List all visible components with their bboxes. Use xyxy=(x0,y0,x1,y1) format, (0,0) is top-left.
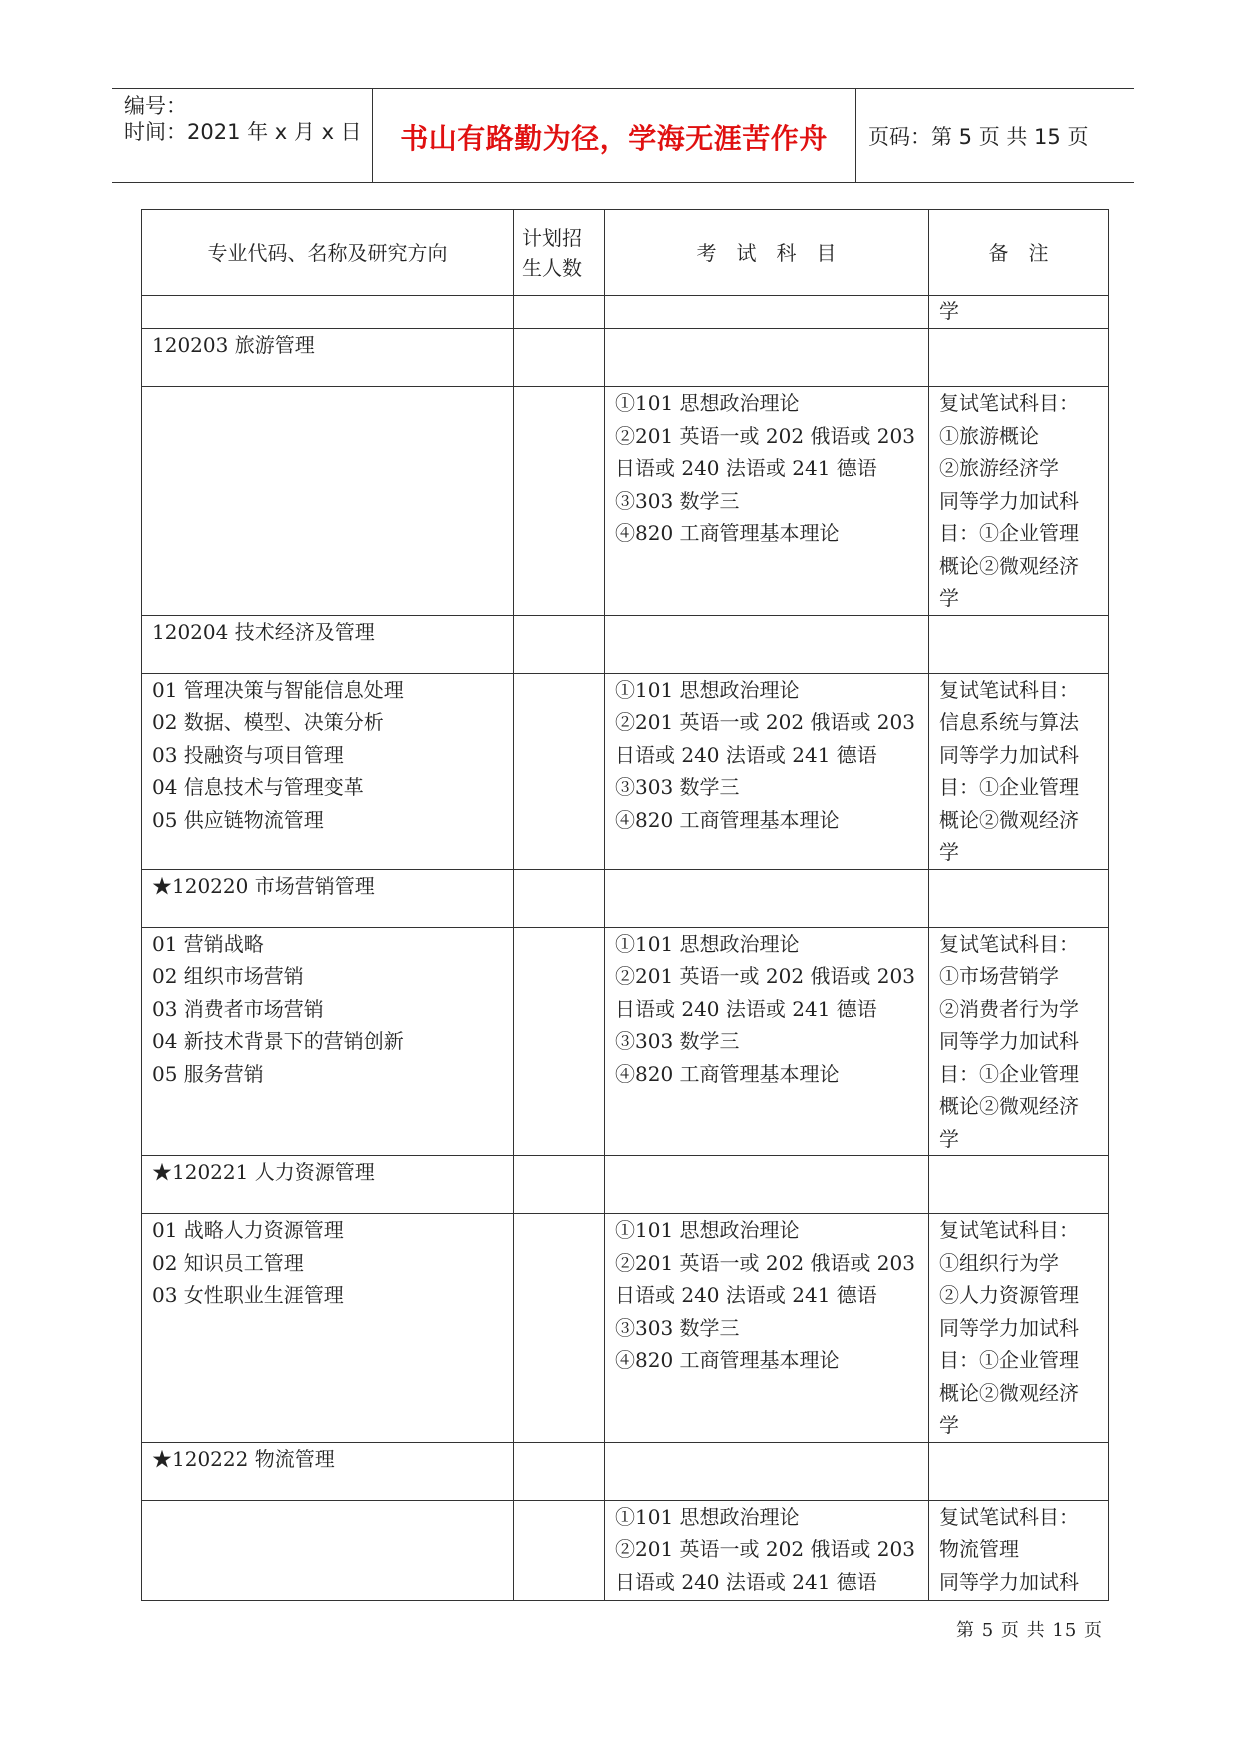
major-exams xyxy=(605,927,929,1156)
exam-line: ②201 英语一或 202 俄语或 203 xyxy=(615,964,915,988)
note-line: ②旅游经济学 xyxy=(939,456,1059,480)
continuation-cell-empty-1 xyxy=(142,296,514,329)
exam-line: 日语或 240 法语或 241 德语 xyxy=(615,742,877,767)
document-time-label: 时间：2021 年 x 月 x 日 xyxy=(124,120,362,144)
motto-text: 书山有路勤为径，学海无涯苦作舟 xyxy=(400,122,828,155)
exam-line: 日语或 240 法语或 241 德语 xyxy=(615,1283,877,1307)
exam-line: 日语或 240 法语或 241 德语 xyxy=(615,456,877,480)
major-quota-value xyxy=(514,1214,605,1443)
exam-line: ②201 英语一或 202 俄语或 203 xyxy=(615,710,915,734)
exam-line: ②201 英语一或 202 俄语或 203 xyxy=(615,1537,915,1561)
continuation-cell-empty-3 xyxy=(605,296,929,329)
header-meta-cell xyxy=(112,89,373,182)
column-header-notes: 备 注 xyxy=(929,210,1109,296)
column-header-exams: 考 试 科 目 xyxy=(605,210,929,296)
note-line: 概论②微观经济 xyxy=(939,553,1079,578)
major-title-exam-cell xyxy=(605,615,929,673)
direction-line: 01 管理决策与智能信息处理 xyxy=(152,677,404,702)
note-line: 学 xyxy=(939,1126,959,1151)
major-directions xyxy=(142,1214,514,1443)
major-title: 120204 技术经济及管理 xyxy=(142,615,514,673)
major-quota-cell xyxy=(514,1156,605,1214)
major-quota-cell xyxy=(514,615,605,673)
note-line: ①组织行为学 xyxy=(939,1250,1059,1275)
major-exams xyxy=(605,1214,929,1443)
exam-line: ②201 英语一或 202 俄语或 203 xyxy=(615,1250,915,1275)
exam-line: ②201 英语一或 202 俄语或 203 xyxy=(615,423,915,448)
note-line: 学 xyxy=(939,586,959,610)
exam-line: ④820 工商管理基本理论 xyxy=(615,521,840,545)
note-line: 目：①企业管理 xyxy=(939,1061,1079,1086)
header-page-code: 页码：第 5 页 共 15 页 xyxy=(868,125,1089,149)
major-directions xyxy=(142,673,514,869)
note-line: 同等学力加试科 xyxy=(939,488,1079,513)
major-detail-row xyxy=(142,927,1109,1156)
exam-line: ①101 思想政治理论 xyxy=(615,391,800,415)
direction-line: 02 知识员工管理 xyxy=(152,1250,304,1275)
major-quota-value xyxy=(514,387,605,616)
major-title: 120203 旅游管理 xyxy=(142,329,514,387)
note-line: 复试笔试科目： xyxy=(939,391,1079,415)
exam-line: ④820 工商管理基本理论 xyxy=(615,807,840,832)
major-title-row xyxy=(142,869,1109,927)
note-line: 同等学力加试科 xyxy=(939,1569,1079,1594)
quota-header-line-2: 生人数 xyxy=(522,255,582,280)
exam-line: 日语或 240 法语或 241 德语 xyxy=(615,1569,877,1594)
major-notes xyxy=(929,387,1109,616)
note-line: 概论②微观经济 xyxy=(939,1380,1079,1405)
major-title-note-cell xyxy=(929,615,1109,673)
exam-line: ①101 思想政治理论 xyxy=(615,1504,800,1529)
major-title-note-cell xyxy=(929,869,1109,927)
note-line: 复试笔试科目： xyxy=(939,1218,1079,1242)
major-directions xyxy=(142,1500,514,1600)
major-detail-row xyxy=(142,1500,1109,1600)
direction-line: 02 组织市场营销 xyxy=(152,964,304,988)
table-header-row xyxy=(142,210,1109,296)
major-title: ★120220 市场营销管理 xyxy=(142,869,514,927)
major-detail-row xyxy=(142,1214,1109,1443)
continuation-note: 学 xyxy=(929,296,1109,329)
column-header-major: 专业代码、名称及研究方向 xyxy=(142,210,514,296)
exam-line: ③303 数学三 xyxy=(615,1029,740,1053)
direction-line: 04 信息技术与管理变革 xyxy=(152,775,364,799)
major-exams xyxy=(605,1500,929,1600)
major-notes xyxy=(929,673,1109,869)
note-line: 同等学力加试科 xyxy=(939,1029,1079,1053)
header-motto-cell xyxy=(373,89,856,182)
document-number-label: 编号： xyxy=(124,94,187,118)
major-title-row xyxy=(142,615,1109,673)
exam-line: ③303 数学三 xyxy=(615,775,740,799)
note-line: ②消费者行为学 xyxy=(939,996,1079,1021)
direction-line: 03 投融资与项目管理 xyxy=(152,742,344,767)
exam-line: ④820 工商管理基本理论 xyxy=(615,1348,840,1372)
major-directions xyxy=(142,927,514,1156)
header-page-cell xyxy=(856,89,1134,182)
major-title-exam-cell xyxy=(605,1156,929,1214)
note-line: ①旅游概论 xyxy=(939,423,1039,448)
note-line: 复试笔试科目： xyxy=(939,1504,1079,1529)
note-line: ②人力资源管理 xyxy=(939,1283,1079,1307)
major-title-note-cell xyxy=(929,1156,1109,1214)
major-exams xyxy=(605,387,929,616)
major-title-note-cell xyxy=(929,329,1109,387)
note-line: 概论②微观经济 xyxy=(939,1094,1079,1118)
continuation-row xyxy=(142,296,1109,329)
major-title-exam-cell xyxy=(605,869,929,927)
major-notes xyxy=(929,927,1109,1156)
direction-line: 04 新技术背景下的营销创新 xyxy=(152,1029,404,1053)
note-line: 信息系统与算法 xyxy=(939,710,1079,734)
note-line: 物流管理 xyxy=(939,1537,1019,1561)
major-title-row xyxy=(142,1156,1109,1214)
major-title-note-cell xyxy=(929,1442,1109,1500)
major-quota-cell xyxy=(514,869,605,927)
direction-line: 01 营销战略 xyxy=(152,931,264,956)
exam-line: ①101 思想政治理论 xyxy=(615,1218,800,1242)
major-directions xyxy=(142,387,514,616)
major-quota-value xyxy=(514,673,605,869)
note-line: 目：①企业管理 xyxy=(939,521,1079,545)
major-title-exam-cell xyxy=(605,1442,929,1500)
note-line: 学 xyxy=(939,840,959,864)
major-title-row xyxy=(142,1442,1109,1500)
admissions-table xyxy=(141,209,1109,1601)
note-line: 同等学力加试科 xyxy=(939,1315,1079,1340)
exam-line: ①101 思想政治理论 xyxy=(615,931,800,956)
major-quota-value xyxy=(514,1500,605,1600)
major-detail-row xyxy=(142,387,1109,616)
direction-line: 01 战略人力资源管理 xyxy=(152,1218,344,1242)
major-quota-cell xyxy=(514,329,605,387)
major-notes xyxy=(929,1500,1109,1600)
note-line: 目：①企业管理 xyxy=(939,1348,1079,1372)
major-title-row xyxy=(142,329,1109,387)
major-title-exam-cell xyxy=(605,329,929,387)
note-line: 复试笔试科目： xyxy=(939,931,1079,956)
major-title: ★120221 人力资源管理 xyxy=(142,1156,514,1214)
document-header xyxy=(112,88,1134,183)
quota-header-line-1: 计划招 xyxy=(522,225,582,250)
direction-line: 03 消费者市场营销 xyxy=(152,996,324,1021)
direction-line: 05 服务营销 xyxy=(152,1061,264,1086)
direction-line: 03 女性职业生涯管理 xyxy=(152,1283,344,1307)
direction-line: 02 数据、模型、决策分析 xyxy=(152,710,384,734)
major-notes xyxy=(929,1214,1109,1443)
exam-line: ③303 数学三 xyxy=(615,1315,740,1340)
column-header-quota xyxy=(514,210,605,296)
page-footer: 第 5 页 共 15 页 xyxy=(956,1620,1103,1641)
note-line: 复试笔试科目： xyxy=(939,677,1079,702)
exam-line: ①101 思想政治理论 xyxy=(615,677,800,702)
note-line: 同等学力加试科 xyxy=(939,742,1079,767)
note-line: 学 xyxy=(939,1413,959,1437)
exam-line: ③303 数学三 xyxy=(615,488,740,513)
major-detail-row xyxy=(142,673,1109,869)
major-quota-cell xyxy=(514,1442,605,1500)
continuation-cell-empty-2 xyxy=(514,296,605,329)
major-title: ★120222 物流管理 xyxy=(142,1442,514,1500)
note-line: ①市场营销学 xyxy=(939,964,1059,988)
major-exams xyxy=(605,673,929,869)
exam-line: ④820 工商管理基本理论 xyxy=(615,1061,840,1086)
note-line: 目：①企业管理 xyxy=(939,775,1079,799)
exam-line: 日语或 240 法语或 241 德语 xyxy=(615,996,877,1021)
major-quota-value xyxy=(514,927,605,1156)
note-line: 概论②微观经济 xyxy=(939,807,1079,832)
direction-line: 05 供应链物流管理 xyxy=(152,807,324,832)
